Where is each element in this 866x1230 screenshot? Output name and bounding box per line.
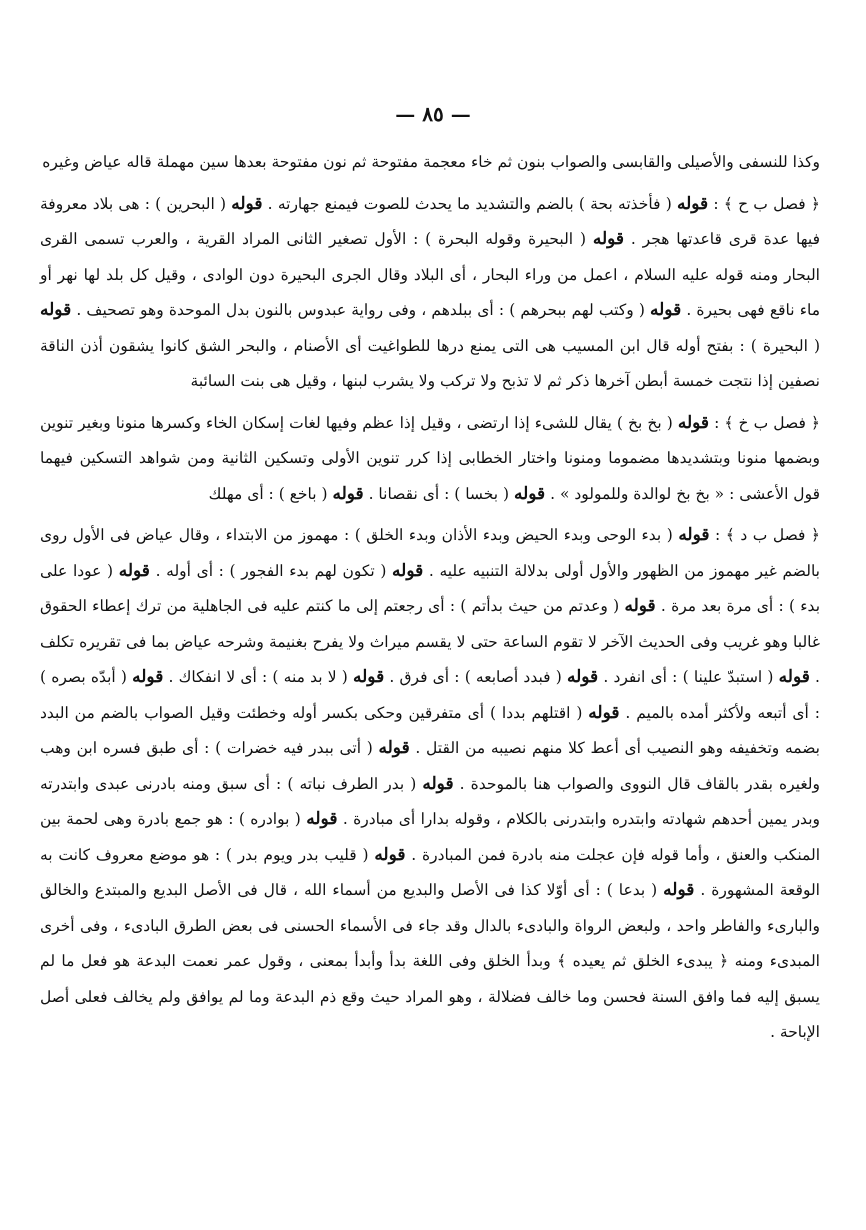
keyword-qawluhu: قوله <box>778 667 810 687</box>
text-segment: ( فأخذته بحة ) بالضم والتشديد ما يحدث للصوت فيمنع جهارته . <box>262 194 677 213</box>
text-segment: ( تكون لهم بدء الفجور ) : أى أوله . <box>149 561 393 580</box>
keyword-qawluhu: قوله <box>677 412 710 433</box>
keyword-qawluhu: قوله <box>422 773 454 794</box>
text-segment: ( وكتب لهم ببحرهم ) : أى ببلدهم ، وفى رواية عبدوس بالنون بدل الموحدة وهو تصحيف . <box>71 301 651 319</box>
keyword-qawluhu: قوله <box>353 667 385 687</box>
text-segment: ( بدر الطرف نباته ) : أى سبق ومنه بادرنى عبدى وابتدرته وبدر يمين أحدهم شهادته وابتدره وابتدرنى بالكلام ، وقوله بدارا أى مبادرة . <box>40 774 820 828</box>
text-segment: ( أتى ببدر فيه خضرات ) : أى طبق فسره ابن وهب ولغيره بقدر بالقاف قال النووى والصواب هنا بالموحدة . <box>40 739 821 793</box>
text-segment: ( استبدّ علينا ) : أى انفرد . <box>598 668 779 686</box>
text-segment: ( اقتلهم بددا ) أى متفرقين وحكى بكسر أوله وخطئت وقيل الصواب بالضم من البدد بضمه وتخفيفه وهو النصيب أى أعط كلا منهم نصيبه من القتل . <box>40 703 820 757</box>
text-segment: ( بدء الوحى وبدء الحيض وبدء الأذان وبدء الخلق ) : مهموز من الابتداء ، وقال عياض فى الأول روى بالضم غير مهموز من الظهور والأول أولى بدلالة التنبيه عليه . <box>40 526 820 580</box>
paragraph <box>40 145 820 181</box>
keyword-qawluhu: قوله <box>40 300 72 320</box>
keyword-qawluhu: قوله <box>678 525 710 545</box>
keyword-qawluhu: قوله <box>231 193 263 214</box>
keyword-qawluhu: قوله <box>624 596 656 616</box>
text-segment: ( البحرين ) : هى بلاد معروفة فيها عدة قرى قاعدتها هجر . <box>40 194 820 248</box>
keyword-qawluhu: قوله <box>374 844 406 865</box>
keyword-qawluhu: قوله <box>592 229 625 249</box>
keyword-qawluhu: قوله <box>378 738 410 758</box>
keyword-qawluhu: قوله <box>392 560 424 581</box>
text-segment: ( أبدّه بصره ) : أى أتبعه ولأكثر أمده بالميم . <box>40 668 820 722</box>
keyword-qawluhu: قوله <box>332 483 364 504</box>
keyword-qawluhu: قوله <box>588 702 620 723</box>
keyword-qawluhu: قوله <box>306 809 338 829</box>
text-segment: ﴿ فصل ب خ ﴾ : <box>709 413 820 432</box>
text-body <box>40 145 820 1051</box>
text-segment: ( وعدتم من حيث بدأتم ) : أى رجعتم إلى ما كنتم عليه فى الجاهلية من ترك إعطاء الحقوق غالبا وهو غريب وفى الحديث الآخر لا تقوم الساعة حتى لا يقسم ميراث ولا يفرح بغنيمة وشرحه عياض بما فى تقريره تكلف . <box>40 597 820 686</box>
text-segment: ( البحيرة ) : بفتح أوله قال ابن المسيب هى التى يمنع درها للطواغيت أى الأصنام ، والبحر الشق كانوا يشقون أذن الناقة نصفين إذا نتجت خمسة أبطن آخرها ذكر ثم لا تذبح ولا تركب ولا يشرب لبنها ، وقيل هى بنت السائبة <box>40 336 820 390</box>
keyword-qawluhu: قوله <box>132 667 164 687</box>
text-segment: ( بوادره ) : هو جمع بادرة وهى لحمة بين المنكب والعنق ، وأما قوله فإن عجلت منه بادرة فمن المبادرة . <box>40 810 821 864</box>
text-segment: ( بخسا ) : أى نقصانا . <box>363 484 514 503</box>
keyword-qawluhu: قوله <box>513 483 546 504</box>
text-segment: ﴿ فصل ب ح ﴾ : <box>708 194 820 213</box>
keyword-qawluhu: قوله <box>650 300 682 320</box>
text-segment: ﴿ فصل ب د ﴾ : <box>709 526 820 544</box>
text-segment: ( عودا على بدء ) : أى مرة بعد مرة . <box>40 561 821 615</box>
text-segment: ( لا بد منه ) : أى لا انفكاك . <box>163 668 353 686</box>
text-segment: ( قليب بدر ويوم بدر ) : هو موضع معروف كانت به الوقعة المشهورة . <box>40 845 820 899</box>
keyword-qawluhu: قوله <box>676 193 709 214</box>
text-segment: وكذا للنسفى والأصيلى والقابسى والصواب بنون ثم خاء معجمة مفتوحة ثم نون مفتوحة بعدها سين مهملة قاله عياض وغيره <box>42 153 820 171</box>
section-paragraph <box>40 518 820 1051</box>
keyword-qawluhu: قوله <box>663 880 695 900</box>
section-paragraph <box>40 406 820 513</box>
section-paragraph <box>40 187 820 400</box>
keyword-qawluhu: قوله <box>118 560 150 581</box>
text-segment: ( البحيرة وقوله البحرة ) : الأول تصغير الثانى المراد القرية ، والعرب تسمى القرى البحار ومنه قوله عليه السلام ، اعمل من وراء البحار ، أى البلاد وقال الجرى البحيرة دون الوادى ، وقيل كل بلد لها نهر أو ماء ناقع فهى بحيرة . <box>40 230 821 319</box>
page-number: — ٨٥ — <box>395 102 471 126</box>
text-segment: ( باخع ) : أى مهلك <box>208 484 333 503</box>
text-segment: ( بدعا ) : أى أوّلا كذا فى الأصل والبديع من أسماء الله ، قال فى الأصل البديع والمبتدع والخالق والبارىء والفاطر واحد ، ولبعض الرواة والبادىء بالدال وقد جاء فى الأسماء الحسنى فى بعض الطرق البادىء ، وفى أخرى المبدىء ومنه ﴿ يبدىء الخلق ثم يعيده ﴾ وبدأ الخلق وفى اللغة بدأ وأبدأ بمعنى ، وقول عمر نعمت البدعة هو فعل ما لم يسبق إليه فما وافق السنة فحسن وما خالف فضلالة ، وهو المراد حيث وقع ذم البدعة وما لم يوافق ولم يخالف فعلى أصل الإباحة . <box>40 881 820 1041</box>
keyword-qawluhu: قوله <box>566 667 599 687</box>
text-segment: ( فبدد أصابعه ) : أى فرق . <box>384 668 567 686</box>
text-segment: ( بخ بخ ) يقال للشىء إذا ارتضى ، وقيل إذا عظم وفيها لغات إسكان الخاء وكسرها منونا وبغير تنوين وبضمها منونا وبتشديدها مضموما ومنونا واختار الخطابى إذا كرر تنوين الأولى وتسكين الثانية ومن شواهد التسكين فيهما قول الأعشى : « بخ بخ لوالدة وللمولود » . <box>40 413 820 503</box>
